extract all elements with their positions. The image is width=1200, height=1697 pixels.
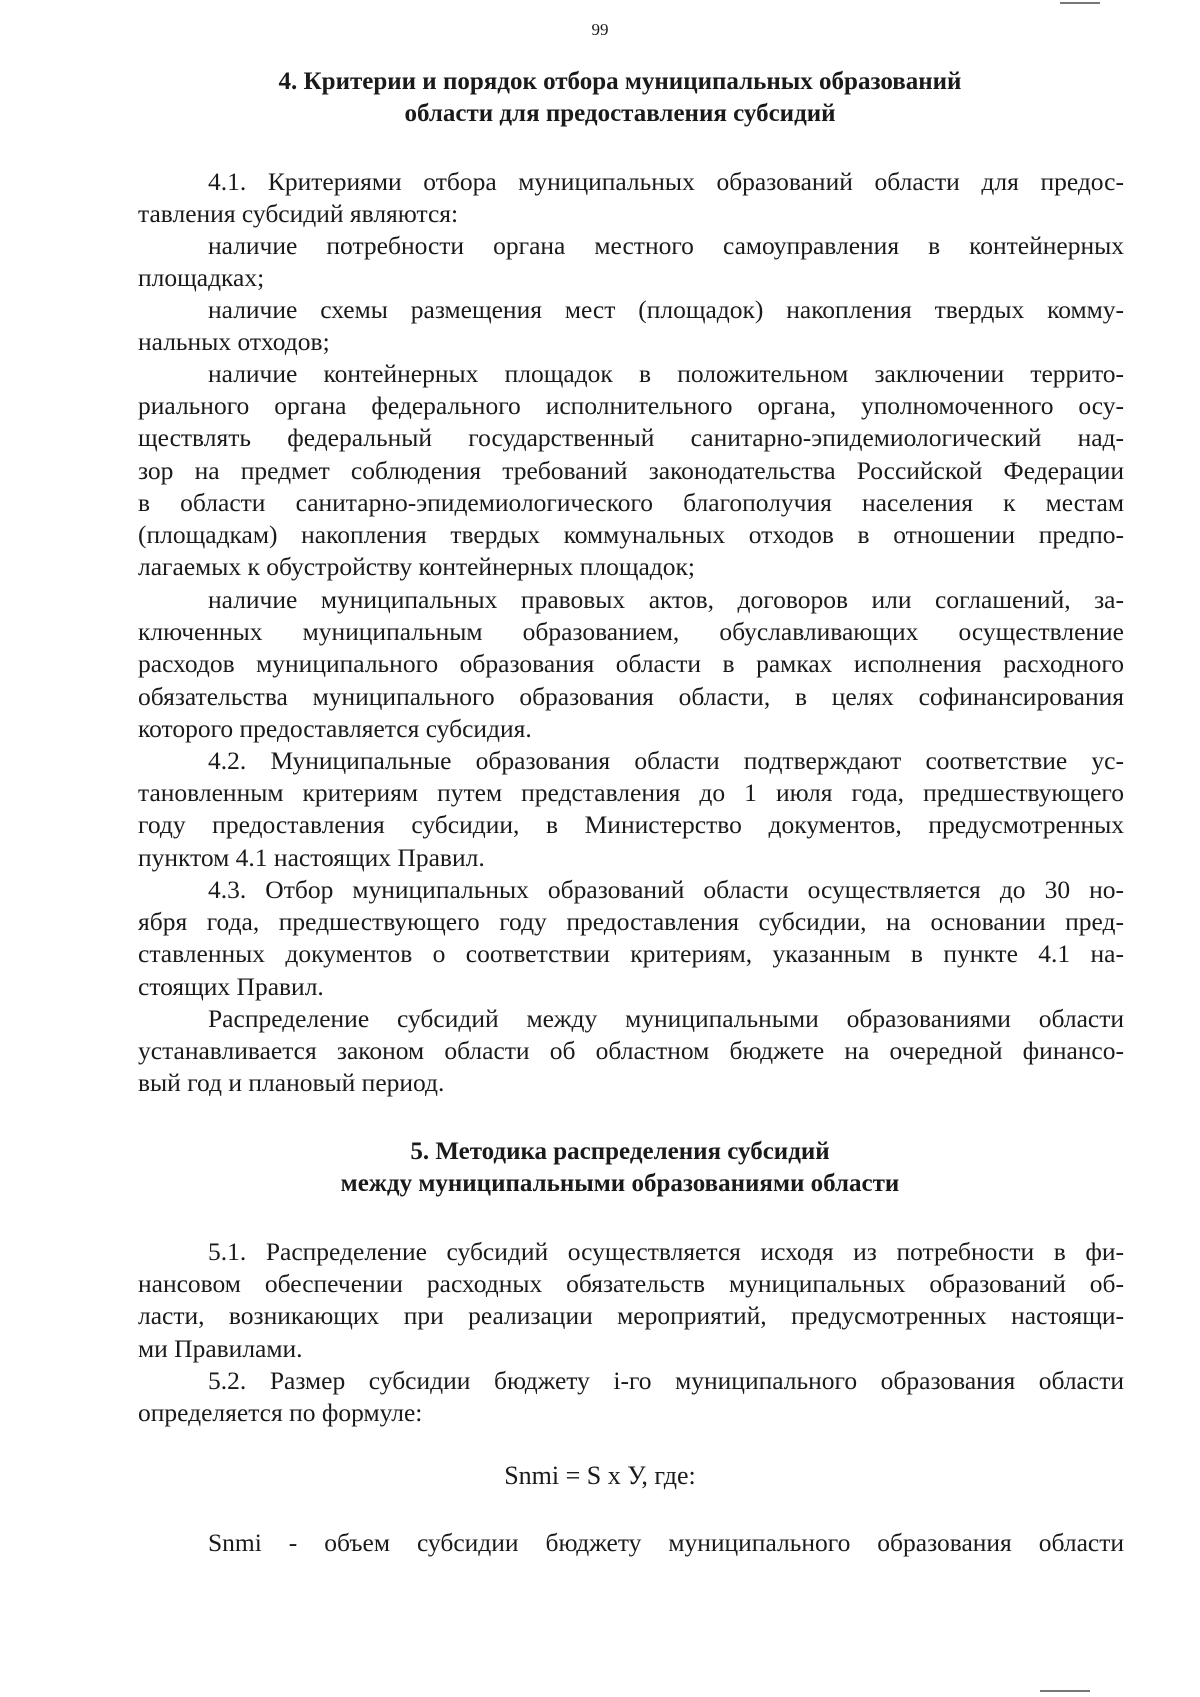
criterion-sites (138, 358, 1124, 583)
text-line: риального органа федерального исполнительного органа, уполномоченного осу- (138, 391, 1124, 421)
text-line: ключенных муниципальным образованием, обуславливающих осуществление (138, 617, 1124, 647)
text-line: нальных отходов; (138, 327, 330, 357)
section-4-title-line: 4. Критерии и порядок отбора муниципальных образований (278, 68, 962, 95)
paragraph-5-1 (138, 1236, 1124, 1365)
text-line: обязательства муниципального образования области, в целях софинансирования (138, 681, 1124, 711)
text-line: пунктом 4.1 настоящих Правил. (138, 842, 485, 872)
criterion-need (138, 230, 1124, 294)
page-number: 99 (591, 20, 609, 39)
formula: Snmi = S x У, где: (504, 1461, 696, 1490)
section-5-title-line: 5. Методика распределения субсидий (410, 1138, 830, 1165)
text-line: наличие схемы размещения мест (площадок) накопления твердых комму- (208, 295, 1124, 324)
text-line: ществлять федеральный государственный санитарно-эпидемиологический над- (138, 423, 1124, 453)
text-line: в области санитарно-эпидемиологического благополучия населения к местам (138, 487, 1124, 517)
scan-mark-top (1060, 2, 1100, 4)
section-4-title-line: области для предоставления субсидий (404, 100, 836, 127)
paragraph-4-2 (138, 745, 1124, 874)
text-line: определяется по формуле: (138, 1398, 423, 1428)
text-line: 4.2. Муниципальные образования области подтверждают соответствие ус- (208, 746, 1124, 775)
text-line: нансовом обеспечении расходных обязательств муниципальных образований об- (138, 1269, 1124, 1299)
text-line: расходов муниципального образования области в рамках исполнения расходного (138, 649, 1124, 679)
text-line: тановленным критериям путем представления до 1 июля года, предшествующего (138, 778, 1124, 808)
text-line: устанавливается законом области об областном бюджете на очередной финансо- (138, 1036, 1124, 1066)
section-5-title-line: между муниципальными образованиями области (340, 1170, 900, 1197)
text-line: зор на предмет соблюдения требований законодательства Российской Федерации (138, 455, 1124, 485)
criterion-scheme (138, 294, 1124, 358)
text-line: стоящих Правил. (138, 971, 324, 1001)
text-line: лагаемых к обустройству контейнерных площадок; (138, 552, 695, 582)
text-line: Распределение субсидий между муниципальными образованиями области (208, 1004, 1124, 1033)
paragraph-4-1 (138, 166, 1124, 230)
text-line: ставленных документов о соответствии критериям, указанным в пункте 4.1 на- (138, 939, 1124, 969)
text-line: наличие потребности органа местного самоуправления в контейнерных (208, 231, 1124, 260)
text-line: наличие контейнерных площадок в положительном заключении террито- (208, 359, 1124, 388)
section-5-title (120, 1136, 1120, 1200)
text-line: ября года, предшествующего году предоставления субсидии, на основании пред- (138, 907, 1124, 937)
paragraph-distribution (138, 1003, 1124, 1100)
text-line: которого предоставляется субсидия. (138, 713, 532, 743)
text-line: 4.1. Критериями отбора муниципальных образований области для предос- (208, 167, 1124, 196)
text-line: Snmi - объем субсидии бюджету муниципального образования области (208, 1528, 1124, 1557)
section-4-title (120, 66, 1120, 130)
text-line: вый год и плановый период. (138, 1068, 445, 1098)
text-line: ласти, возникающих при реализации мероприятий, предусмотренных настоящи- (138, 1301, 1124, 1331)
text-line: наличие муниципальных правовых актов, договоров или соглашений, за- (208, 585, 1124, 614)
text-line: 5.2. Размер субсидии бюджету i-го муниципального образования области (208, 1366, 1124, 1395)
paragraph-4-3 (138, 874, 1124, 1003)
text-line: тавления субсидий являются: (138, 199, 459, 229)
text-line: ми Правилами. (138, 1333, 303, 1363)
text-line: (площадкам) накопления твердых коммунальных отходов в отношении предпо- (138, 519, 1124, 549)
text-line: 4.3. Отбор муниципальных образований области осуществляется до 30 но- (208, 875, 1124, 904)
definition-snmi (138, 1527, 1124, 1559)
scan-mark-bottom (1040, 1690, 1090, 1692)
text-line: 5.1. Распределение субсидий осуществляется исходя из потребности в фи- (208, 1237, 1124, 1266)
text-line: площадках; (138, 263, 265, 293)
paragraph-5-2 (138, 1365, 1124, 1429)
criterion-acts (138, 584, 1124, 745)
text-line: году предоставления субсидии, в Министерство документов, предусмотренных (138, 810, 1124, 840)
